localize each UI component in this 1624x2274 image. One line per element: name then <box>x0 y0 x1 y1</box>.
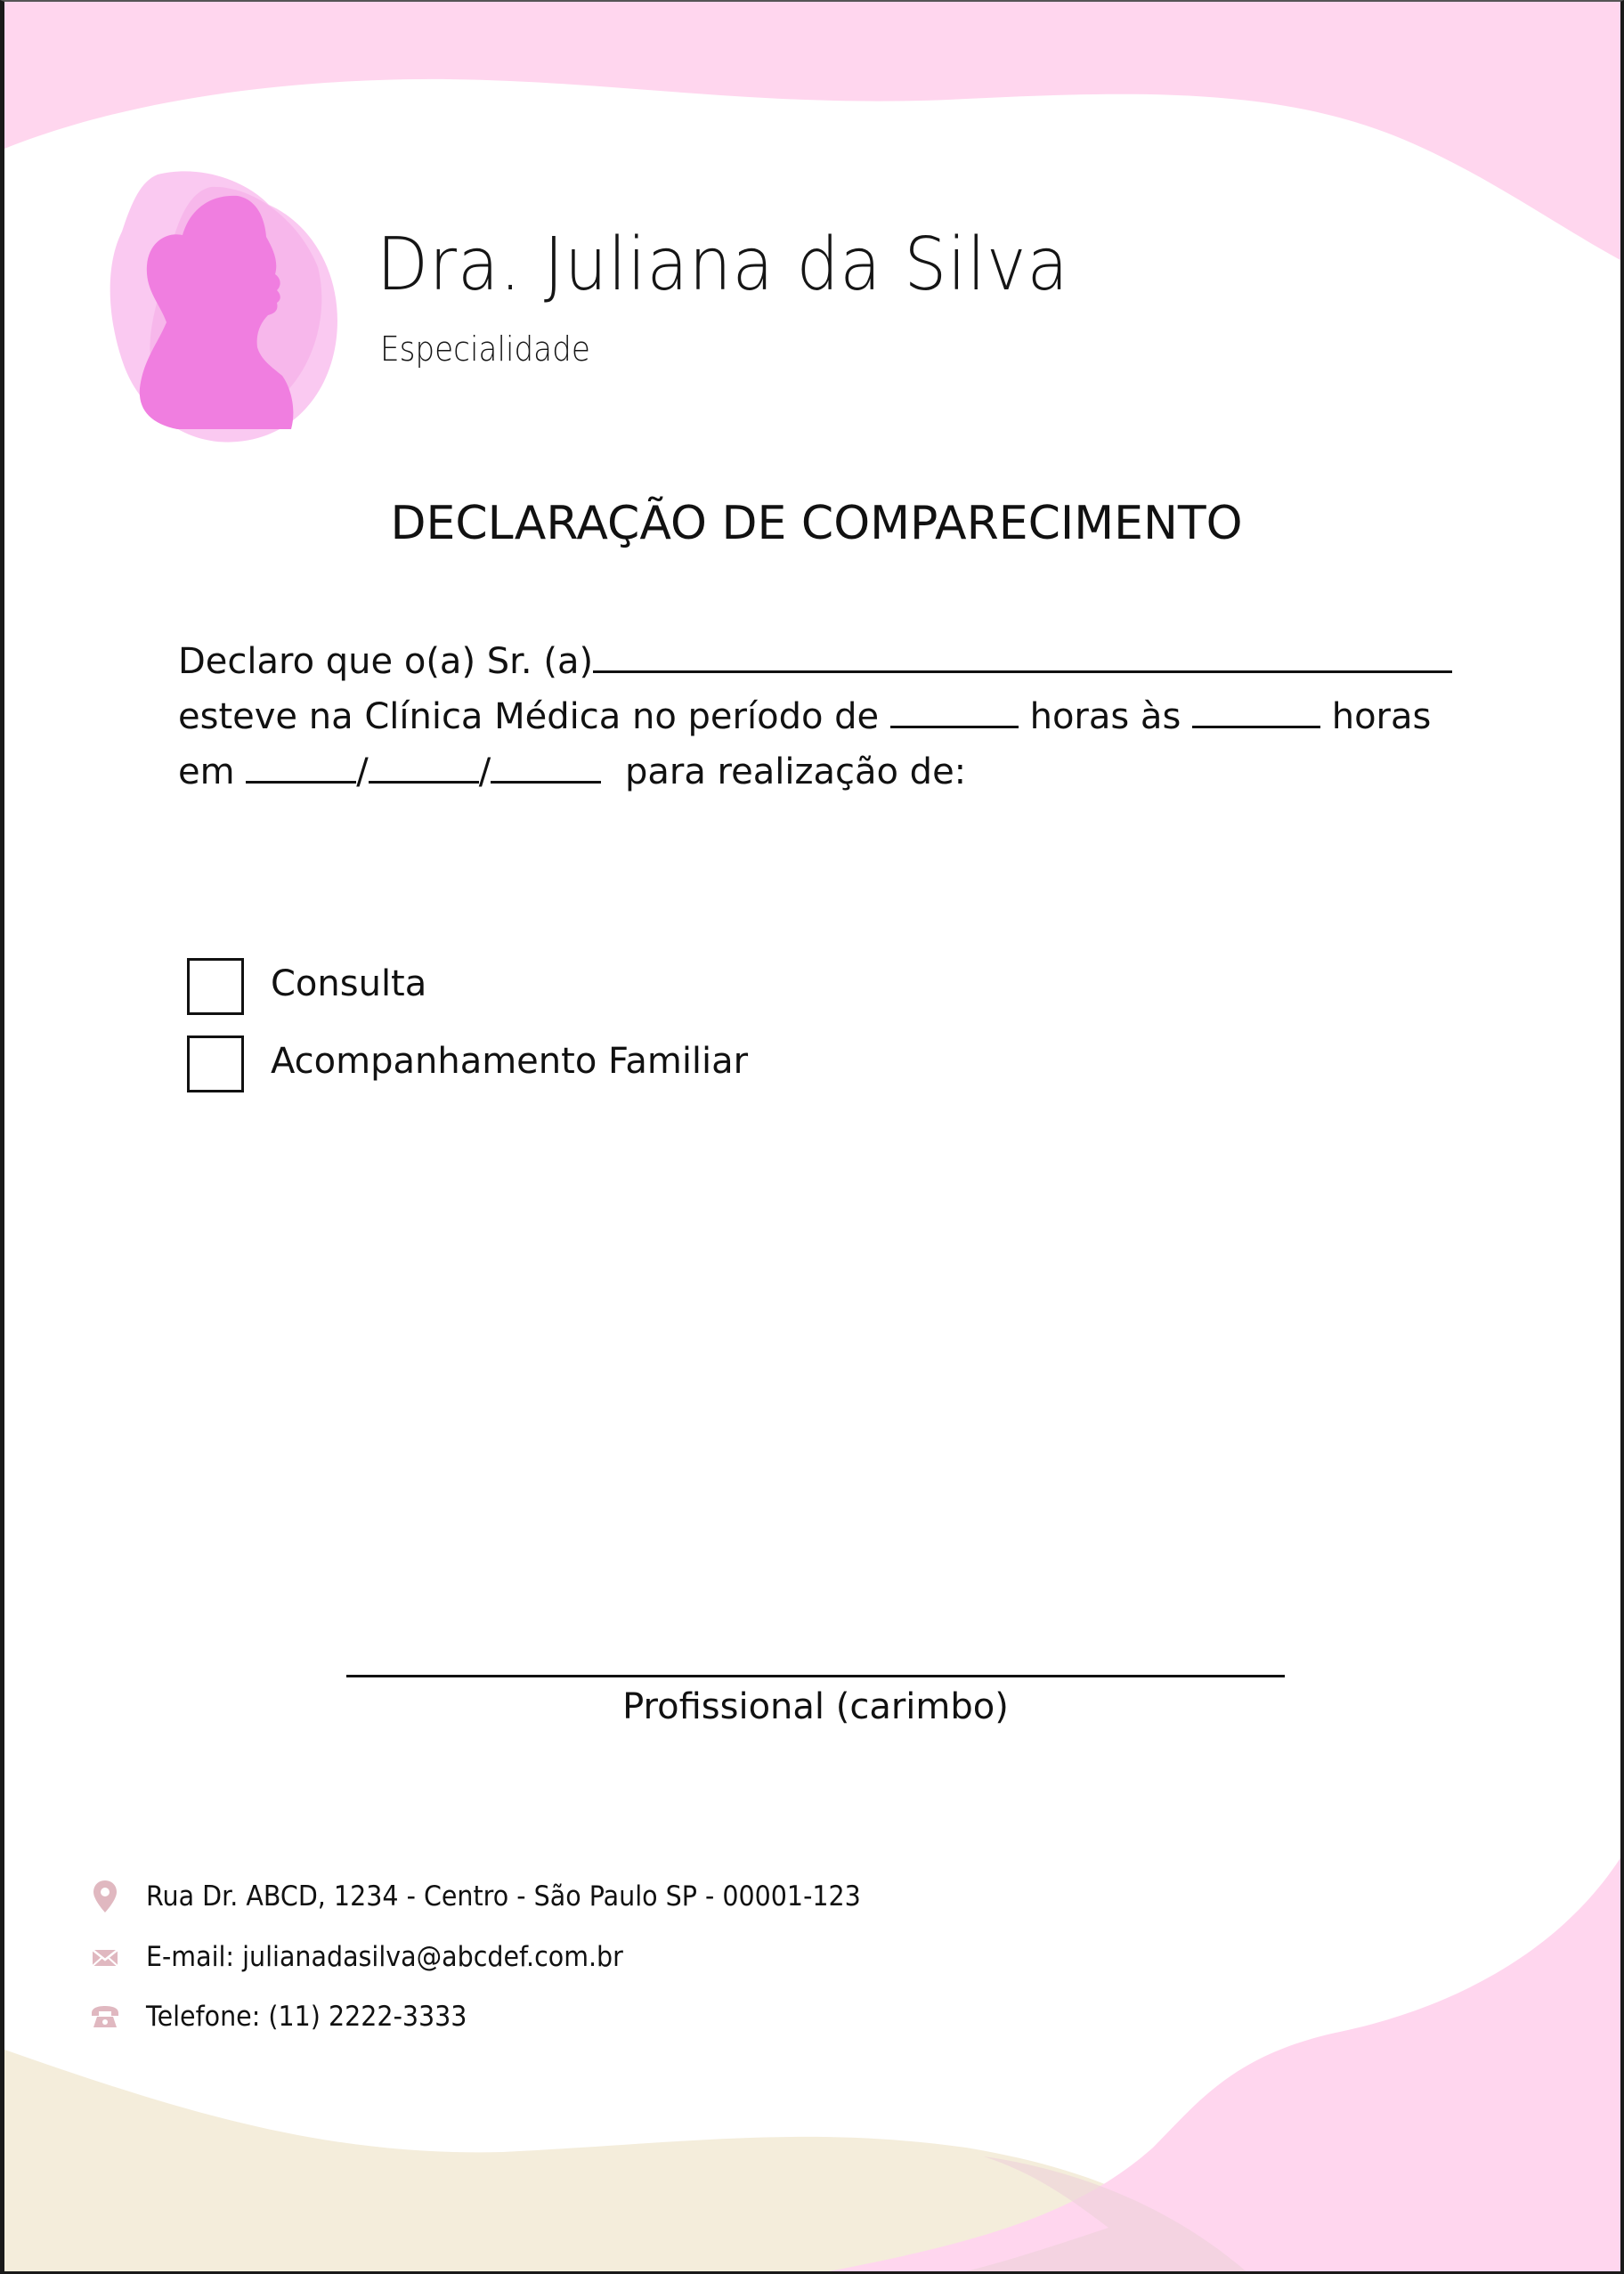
date-separator: / <box>478 751 491 792</box>
hours-to-text: horas às <box>1029 696 1181 737</box>
start-hour-blank[interactable] <box>890 726 1019 728</box>
date-prefix-text: em <box>178 751 235 792</box>
phone-text: Telefone: (11) 2222-3333 <box>146 2001 467 2033</box>
declaration-line-1 <box>178 641 1452 682</box>
purpose-text: para realização de: <box>624 751 967 792</box>
acompanhamento-label: Acompanhamento Familiar <box>271 1041 749 1082</box>
document-title: DECLARAÇÃO DE COMPARECIMENTO <box>390 497 1243 550</box>
acompanhamento-checkbox[interactable] <box>187 1035 244 1092</box>
day-blank[interactable] <box>246 781 356 784</box>
doctor-name: Dra. Juliana da Silva <box>377 223 1069 307</box>
declaration-line-2 <box>178 696 1431 737</box>
year-blank[interactable] <box>491 781 601 784</box>
address-text: Rua Dr. ABCD, 1234 - Centro - São Paulo SP - 00001-123 <box>146 1880 861 1913</box>
hours-text: horas <box>1331 696 1432 737</box>
end-hour-blank[interactable] <box>1192 726 1320 728</box>
consulta-checkbox[interactable] <box>187 958 244 1015</box>
signature-label: Profissional (carimbo) <box>622 1686 1009 1727</box>
telephone-icon <box>89 1999 121 2034</box>
period-text: esteve na Clínica Médica no período de <box>178 696 880 737</box>
specialty: Especialidade <box>380 329 590 369</box>
declaration-line-3 <box>178 751 966 792</box>
signature-line <box>346 1675 1285 1677</box>
consulta-label: Consulta <box>271 963 427 1004</box>
envelope-icon <box>89 1939 121 1975</box>
email-text[interactable]: E-mail: julianadasilva@abcdef.com.br <box>146 1941 623 1973</box>
date-separator: / <box>356 751 369 792</box>
month-blank[interactable] <box>369 781 479 784</box>
location-pin-icon <box>89 1879 121 1914</box>
name-blank[interactable] <box>593 670 1452 673</box>
declaration-text: Declaro que o(a) Sr. (a) <box>178 641 594 682</box>
doctor-logo <box>104 169 345 445</box>
